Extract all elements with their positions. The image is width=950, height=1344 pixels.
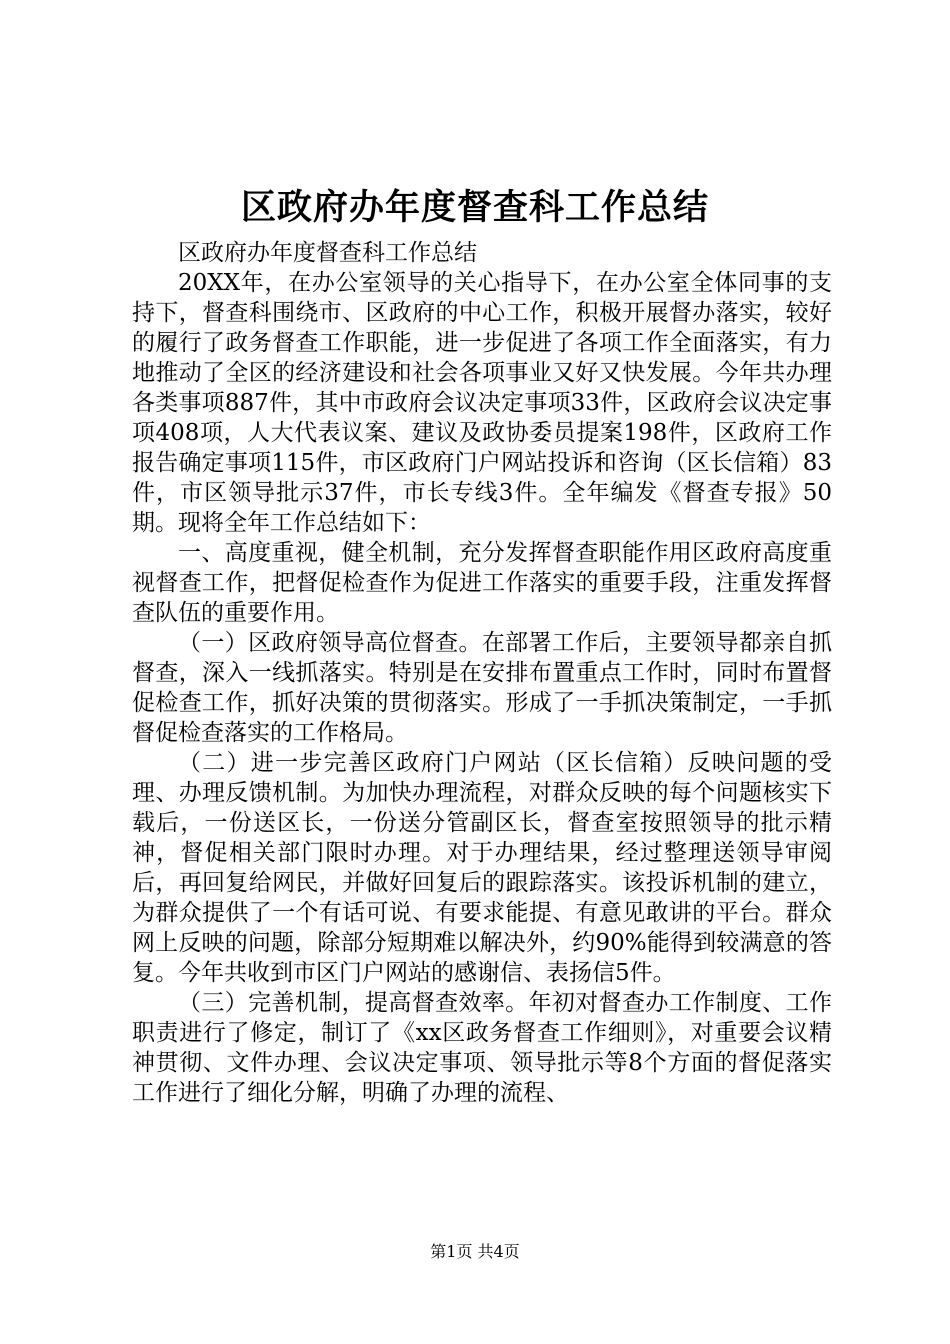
paragraph-intro: 20XX年，在办公室领导的关心指导下，在办公室全体同事的支持下，督查科围绕市、区政府的中心工作，积极开展督办落实，较好的履行了政务督查工作职能，进一步促进了各项工作全面落实，有力地推动了全区的经济建设和社会各项事业又好又快发展。今年共办理各类事项887件，其中市政府会议决定事项33件，区政府会议决定事项408项，人大代表议案、建议及政协委员提案198件，区政府工作报告确定事项115件，市区政府门户网站投诉和咨询（区长信箱）83件，市区领导批示37件，市长专线3件。全年编发《督查专报》50期。现将全年工作总结如下： — [132, 270, 832, 536]
paragraph-subsection-1: （一）区政府领导高位督查。在部署工作后，主要领导都亲自抓督查，深入一线抓落实。特别是在安排布置重点工作时，同时布置督促检查工作，抓好决策的贯彻落实。形成了一手抓决策制定，一手抓督促检查落实的工作格局。 — [132, 630, 832, 746]
page-footer: 第1页 共4页 — [430, 1242, 520, 1261]
paragraph-subtitle: 区政府办年度督查科工作总结 — [178, 240, 477, 266]
document-title: 区政府办年度督查科工作总结 — [240, 187, 709, 228]
paragraph-subsection-3: （三）完善机制，提高督查效率。年初对督查办工作制度、工作职责进行了修定，制订了《xx区政务督查工作细则》，对重要会议精神贯彻、文件办理、会议决定事项、领导批示等8个方面的督促落实工作进行了细化分解，明确了办理的流程、 — [132, 990, 832, 1106]
document-body — [132, 238, 832, 1108]
paragraph-subsection-2: （二）进一步完善区政府门户网站（区长信箱）反映问题的受理、办理反馈机制。为加快办理流程，对群众反映的每个问题核实下载后，一份送区长，一份送分管副区长，督查室按照领导的批示精神，督促相关部门限时办理。对于办理结果，经过整理送领导审阅后，再回复给网民，并做好回复后的跟踪落实。该投诉机制的建立，为群众提供了一个有话可说、有要求能提、有意见敢讲的平台。群众网上反映的问题，除部分短期难以解决外，约90%能得到较满意的答复。今年共收到市区门户网站的感谢信、表扬信5件。 — [132, 750, 832, 986]
paragraph-section-1: 一、高度重视，健全机制，充分发挥督查职能作用区政府高度重视督查工作，把督促检查作为促进工作落实的重要手段，注重发挥督查队伍的重要作用。 — [132, 540, 832, 626]
